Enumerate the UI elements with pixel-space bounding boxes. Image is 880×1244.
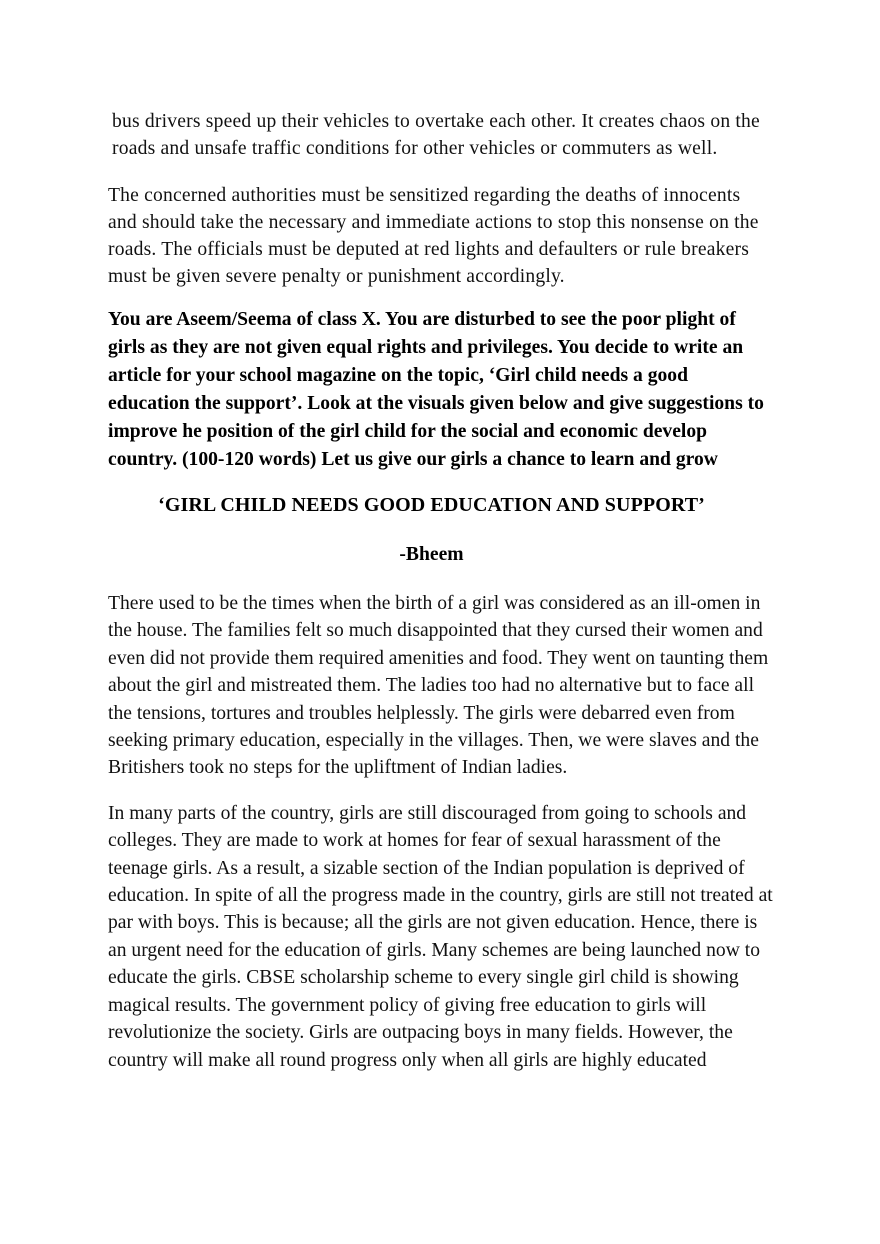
paragraph-authorities: The concerned authorities must be sensitized regarding the deaths of innocents and should take the necessary and immediate actions to stop this nonsense on the roads. The officials must be deputed at red lights and defaulters or rule breakers must be given severe penalty or punishment accordingly. <box>108 185 759 287</box>
article-byline: -Bheem <box>399 544 464 565</box>
paragraph-traffic-continuation: bus drivers speed up their vehicles to overtake each other. It creates chaos on the roads and unsafe traffic conditions for other vehicles or commuters as well. <box>112 111 760 159</box>
document-text-column <box>108 108 773 1074</box>
article-title: ‘GIRL CHILD NEEDS GOOD EDUCATION AND SUPPORT’ <box>158 494 705 516</box>
body-paragraph-1: There used to be the times when the birth of a girl was considered as an ill-omen in the house. The families felt so much disappointed that they cursed their women and even did not provide them required amenities and food. They went on taunting them about the girl and mistreated them. The ladies too had no alternative but to face all the tensions, tortures and troubles helplessly. The girls were debarred even from seeking primary education, especially in the villages. Then, we were slaves and the Britishers took no steps for the upliftment of Indian ladies. <box>108 593 769 779</box>
question-prompt: You are Aseem/Seema of class X. You are disturbed to see the poor plight of girls as they are not given equal rights and privileges. You decide to write an article for your school magazine on the topic, ‘Girl child needs a good education the support’. Look at the visuals given below and give suggestions to improve he position of the girl child for the social and economic develop country. (100-120 words) Let us give our girls a chance to learn and grow <box>108 309 764 470</box>
body-paragraph-2: In many parts of the country, girls are still discouraged from going to schools and colleges. They are made to work at homes for fear of sexual harassment of the teenage girls. As a result, a sizable section of the Indian population is deprived of education. In spite of all the progress made in the country, girls are still not treated at par with boys. This is because; all the girls are not given education. Hence, there is an urgent need for the education of girls. Many schemes are being launched now to educate the girls. CBSE scholarship scheme to every single girl child is showing magical results. The government policy of giving free education to girls will revolutionize the society. Girls are outpacing boys in many fields. However, the country will make all round progress only when all girls are highly educated <box>108 802 773 1071</box>
